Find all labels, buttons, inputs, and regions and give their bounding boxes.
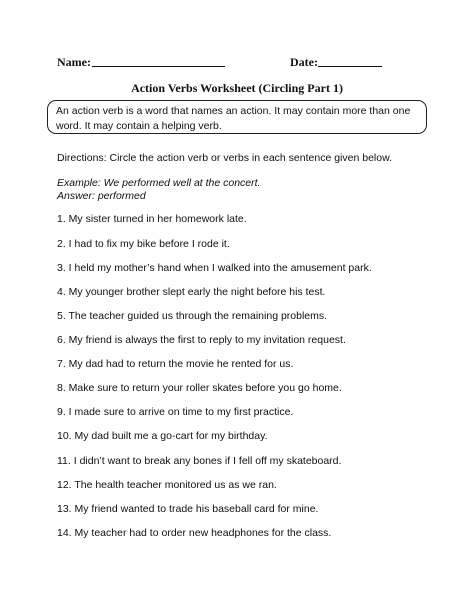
sentence-2: 2. I had to fix my bike before I rode it. (57, 238, 230, 250)
date-label: Date: (290, 55, 318, 69)
sentence-9: 9. I made sure to arrive on time to my first practice. (57, 406, 294, 418)
definition-box: An action verb is a word that names an action. It may contain more than one word. It may contain a helping verb. (47, 100, 427, 134)
sentence-8: 8. Make sure to return your roller skates before you go home. (57, 382, 342, 394)
directions-text: Directions: Circle the action verb or verbs in each sentence given below. (57, 152, 393, 164)
sentence-1: 1. My sister turned in her homework late. (57, 213, 247, 225)
name-blank-line (92, 66, 225, 67)
worksheet-title: Action Verbs Worksheet (Circling Part 1) (131, 81, 343, 95)
sentence-4: 4. My younger brother slept early the night before his test. (57, 286, 326, 298)
sentence-7: 7. My dad had to return the movie he rented for us. (57, 358, 294, 370)
sentence-10: 10. My dad built me a go-cart for my birthday. (57, 430, 268, 442)
sentence-6: 6. My friend is always the first to reply to my invitation request. (57, 334, 346, 346)
sentence-11: 11. I didn’t want to break any bones if I fell off my skateboard. (57, 455, 342, 467)
worksheet-header (0, 55, 474, 69)
example-answer: Answer: performed (57, 190, 146, 202)
example-sentence: Example: We performed well at the concert. (57, 177, 261, 189)
sentence-12: 12. The health teacher monitored us as we ran. (57, 479, 277, 491)
date-blank-line (318, 66, 382, 67)
sentence-13: 13. My friend wanted to trade his baseball card for mine. (57, 503, 319, 515)
sentence-14: 14. My teacher had to order new headphones for the class. (57, 527, 332, 539)
name-label: Name: (57, 55, 91, 69)
sentence-5: 5. The teacher guided us through the remaining problems. (57, 310, 328, 322)
sentence-3: 3. I held my mother’s hand when I walked into the amusement park. (57, 262, 372, 274)
